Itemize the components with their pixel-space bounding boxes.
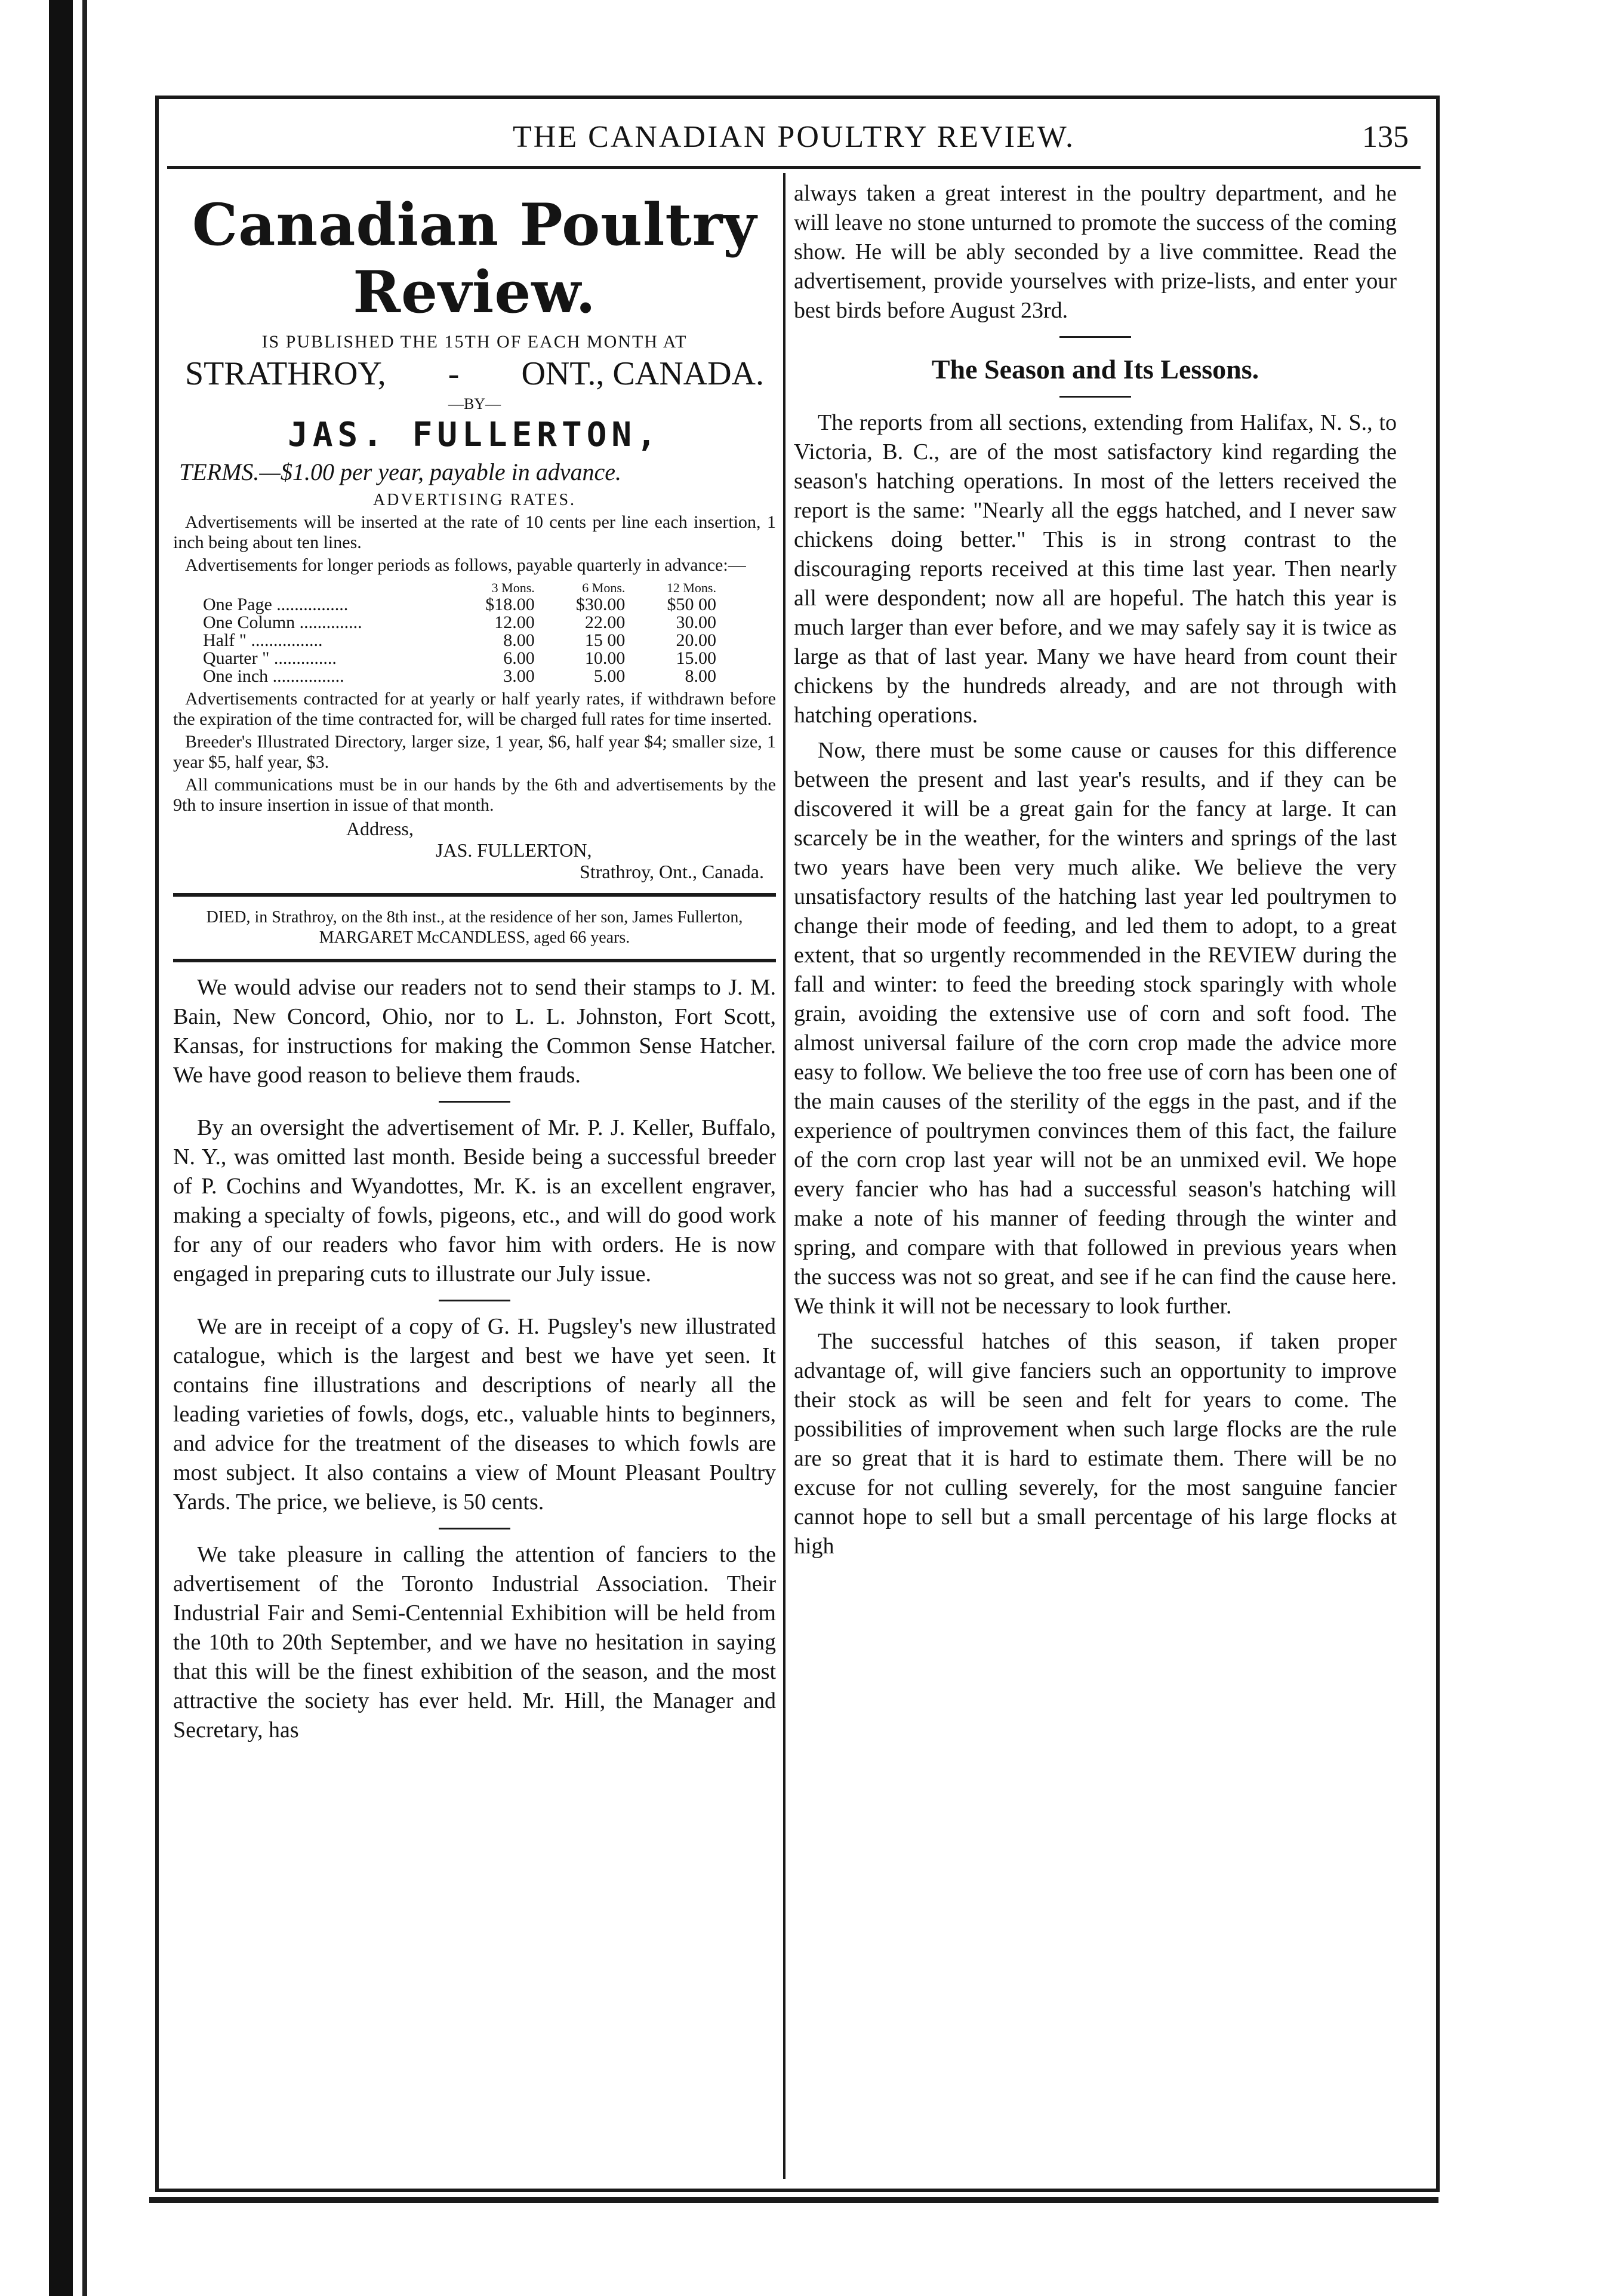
city-line <box>185 355 764 393</box>
rates-cell: 30.00 <box>676 613 716 632</box>
rates-header-cell <box>197 580 450 596</box>
rates-cell: 8.00 <box>503 630 535 650</box>
article-paragraph: Now, there must be some cause or causes for this difference between the present and last year's results, and if they can be discovered it will be a great gain for the fancy at large. It can scarcely be in the weather, for the winters and springs of the last two years have been very much alike. We believe the very unsatisfactory results of the hatching last year led poultrymen to change their mode of feeding, and led them to adopt, to a great extent, that so urgently recommended in the REVIEW during the fall and winter: to feed the breeding stock sparingly with whole grain, avoiding the extensive use of corn and soft food. The almost universal failure of the corn crop made the advice more easy to follow. We believe the too free use of corn has been one of the main causes of the sterility of the eggs in the past, and if the experience of poultrymen convinces them of this fact, the failure of the corn crop last year will not be an unmixed evil. We hope every fancier who has had a successful season's hatching will make a note of his manner of feeding through the winter and spring, and compare with that followed in previous years when the success was not so great, and see if he can find the cause here. We think it will not be necessary to look further. <box>794 738 1397 1319</box>
rates-cell: 20.00 <box>676 630 716 650</box>
rates-cell: 6.00 <box>503 648 535 668</box>
rates-cell: Quarter " .............. <box>203 648 337 668</box>
article-paragraph: We take pleasure in calling the attention of fanciers to the advertisement of the Toronto Industrial Association. Their Industrial Fair and Semi-Centennial Exhibition will be held from the 10th to 20th September, and we have no hesitation in saying that this will be the finest exhibition of the season, and the most attractive the society has ever held. Mr. Hill, the Manager and Secretary, has <box>173 1542 776 1743</box>
rates-row <box>197 650 722 667</box>
directory-text: Breeder's Illustrated Directory, larger size, 1 year, $6, half year $4; smaller size, 1 year $5, half year, $3. <box>173 732 776 772</box>
rates-cell: 12.00 <box>494 613 535 632</box>
address-label: Address, <box>346 818 414 839</box>
rates-cell: $30.00 <box>575 595 626 614</box>
rates-row <box>197 667 722 685</box>
rates-header-row <box>197 580 722 596</box>
binding-edge-line <box>82 0 87 2296</box>
left-column <box>173 173 776 2179</box>
rates-cell: Half " ................ <box>203 630 323 650</box>
rates-cell: 15.00 <box>676 648 716 668</box>
short-rule <box>439 1101 510 1103</box>
rates-cell: 5.00 <box>593 666 626 686</box>
page-header <box>167 112 1421 169</box>
section-title: The Season and Its Lessons. <box>931 354 1259 384</box>
rates-cell: 8.00 <box>685 666 716 686</box>
right-column <box>794 173 1397 2179</box>
rate-text: Advertisements will be inserted at the rate of 10 cents per line each insertion, 1 inch being about ten lines. <box>173 512 776 552</box>
editor-name: JAS. FULLERTON, <box>288 416 661 454</box>
rates-row <box>197 632 722 650</box>
rates-cell: 3.00 <box>503 666 535 686</box>
article-paragraph: By an oversight the advertisement of Mr. P. J. Keller, Buffalo, N. Y., was omitted last month. Beside being a successful breeder of P. Cochins and Wyandottes, Mr. K. is an excellent engraver, making a specialty of fowls, pigeons, etc., and will do good work for any of our readers who favor him with orders. He is now engaged in preparing cuts to illustrate our July issue. <box>173 1115 776 1287</box>
column-divider <box>783 173 785 2179</box>
rates-cell: 10.00 <box>584 648 626 668</box>
by-line: —BY— <box>448 395 501 413</box>
binding-edge-dark <box>49 0 73 2296</box>
masthead-title: Canadian Poultry Review. <box>192 191 757 326</box>
address-name: JAS. FULLERTON, <box>436 839 592 861</box>
advertising-rates-heading: ADVERTISING RATES. <box>372 491 577 509</box>
rates-table <box>197 580 722 685</box>
short-rule <box>439 1528 510 1529</box>
rates-cell: 15 00 <box>584 630 626 650</box>
publication-line: IS PUBLISHED THE 15TH OF EACH MONTH AT <box>261 332 688 352</box>
longer-periods-text: Advertisements for longer periods as follows, payable quarterly in advance:— <box>185 555 746 575</box>
section-rule <box>173 893 776 897</box>
article-paragraph: The reports from all sections, extending from Halifax, N. S., to Victoria, B. C., are of the most satisfactory kind regarding the season's hatching operations. In most of the letters received the report is the same: "Nearly all the eggs hatched, and I never saw chickens doing better." This is in strong contrast to the discouraging reports received at this time last year. Then nearly all were despondent; now all are hopeful. The hatch this year is much larger than ever before, and we may safely say it is twice as large as that of last year. Many we have heard from count their chickens by the hundreds already, and are not through with hatching operations. <box>794 410 1397 728</box>
short-rule <box>1059 336 1131 338</box>
rates-cell: One Page ................ <box>203 595 349 614</box>
rates-cell: One inch ................ <box>203 666 344 686</box>
subscription-terms: TERMS.—$1.00 per year, payable in advance. <box>179 458 621 485</box>
article-paragraph: The successful hatches of this season, if taken proper advantage of, will give fanciers such an opportunity to improve their stock as will be seen and felt for years to come. The possibilities of improvement when such large flocks are the rule are so great that it is hard to estimate them. There will be no excuse for not culling severely, for the most sanguine fancier cannot hope to sell but a small percentage of his large flocks at high <box>794 1329 1397 1559</box>
article-paragraph: We are in receipt of a copy of G. H. Pugsley's new illustrated catalogue, which is the largest and best we have yet seen. It contains fine illustrations and descriptions of nearly all the leading varieties of fowls, dogs, etc., valuable hints to beginners, and advice for the treatment of the diseases to which fowls are most subject. It also contains a view of Mount Pleasant Poultry Yards. The price, we believe, is 50 cents. <box>173 1314 776 1515</box>
city: STRATHROY, <box>185 355 386 392</box>
city-dash: - <box>448 355 460 392</box>
communications-text: All communications must be in our hands by the 6th and advertisements by the 9th to insure insertion in issue of that month. <box>173 775 776 815</box>
rates-header-cell: 12 Mons. <box>666 580 716 595</box>
yearly-rates-text: Advertisements contracted for at yearly or half yearly rates, if withdrawn before the expiration of the time contracted for, will be charged full rates for time inserted. <box>173 689 776 729</box>
running-title: THE CANADIAN POULTRY REVIEW. <box>513 120 1075 154</box>
rates-row <box>197 614 722 632</box>
rates-row <box>197 596 722 614</box>
province: ONT., CANADA. <box>521 355 764 392</box>
article-paragraph: We would advise our readers not to send their stamps to J. M. Bain, New Concord, Ohio, nor to L. L. Johnston, Fort Scott, Kansas, for instructions for making the Common Sense Hatcher. We have good reason to believe them frauds. <box>173 975 776 1088</box>
rates-cell: One Column .............. <box>203 613 362 632</box>
address-place: Strathroy, Ont., Canada. <box>580 861 764 882</box>
rates-header-cell: 3 Mons. <box>491 580 535 595</box>
short-rule <box>1059 396 1131 398</box>
died-notice: DIED, in Strathroy, on the 8th inst., at the residence of her son, James Fullerton, MARGARET McCANDLESS, aged 66 years. <box>206 908 743 947</box>
rates-cell: $18.00 <box>485 595 535 614</box>
short-rule <box>439 1300 510 1301</box>
page-number: 135 <box>1362 120 1409 154</box>
rates-header-cell: 6 Mons. <box>582 580 626 595</box>
article-paragraph: always taken a great interest in the poultry department, and he will leave no stone unturned to promote the success of the coming show. He will be ably seconded by a live committee. Read the advertisement, provide yourselves with prize-lists, and enter your best birds before August 23rd. <box>794 181 1397 323</box>
bottom-rule <box>149 2197 1438 2203</box>
address-block <box>173 818 776 882</box>
rates-cell: $50 00 <box>667 595 716 614</box>
section-rule <box>173 959 776 962</box>
rates-cell: 22.00 <box>584 613 626 632</box>
